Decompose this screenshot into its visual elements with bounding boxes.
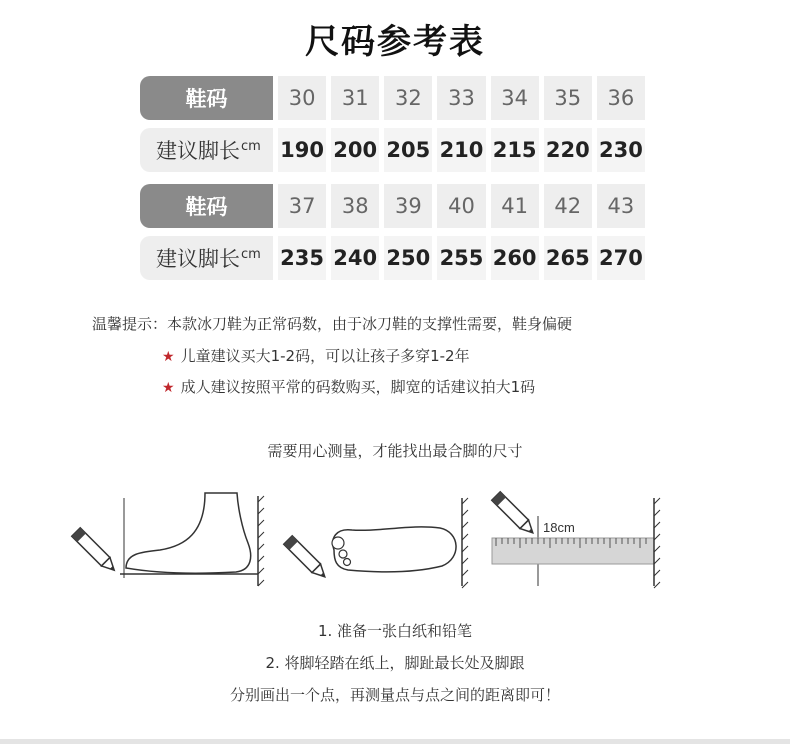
length-row: [140, 236, 645, 280]
size-cell: 35: [544, 76, 592, 120]
length-cell: 205: [384, 128, 432, 172]
size-cell: 42: [544, 184, 592, 228]
length-cell: 215: [491, 128, 539, 172]
size-cell: 37: [278, 184, 326, 228]
size-cell: 41: [491, 184, 539, 228]
pencil-icon: [72, 528, 119, 575]
length-cell: 260: [491, 236, 539, 280]
star-icon: ★: [162, 380, 175, 396]
length-cell: 270: [597, 236, 645, 280]
size-cell: 30: [278, 76, 326, 120]
length-cell: 210: [437, 128, 485, 172]
foot-side-icon: [126, 493, 251, 573]
size-cell: 33: [437, 76, 485, 120]
size-cell: 38: [331, 184, 379, 228]
length-label: [140, 236, 273, 280]
foot-top-icon: [333, 527, 456, 572]
size-row: [140, 184, 645, 228]
length-label-text: 建议脚长: [156, 139, 240, 163]
tip-text: 温馨提示：本款冰刀鞋为正常码数，由于冰刀鞋的支撑性需要，鞋身偏硬: [92, 315, 573, 333]
size-table-block-2: [140, 184, 645, 288]
length-row: [140, 128, 645, 172]
wall-hatch: [654, 498, 660, 588]
ruler-icon: [492, 538, 654, 564]
length-cell: 230: [597, 128, 645, 172]
size-cell: 36: [597, 76, 645, 120]
step-3: 分别画出一个点，再测量点与点之间的距离即可！: [229, 686, 560, 704]
length-cell: 235: [278, 236, 326, 280]
length-label: [140, 128, 273, 172]
measure-heading: 需要用心测量，才能找出最合脚的尺寸: [267, 442, 523, 460]
length-cell: 190: [278, 128, 326, 172]
star-icon: ★: [162, 349, 175, 365]
size-cell: 32: [384, 76, 432, 120]
wall-hatch: [258, 496, 264, 586]
size-label: 鞋码: [140, 76, 273, 120]
size-cell: 39: [384, 184, 432, 228]
pencil-icon: [492, 492, 537, 537]
size-cell: 43: [597, 184, 645, 228]
note-item: [162, 376, 535, 397]
size-cell: 40: [437, 184, 485, 228]
size-table-block-1: [140, 76, 645, 180]
note-text: 儿童建议买大1-2码，可以让孩子多穿1-2年: [180, 347, 470, 365]
bottom-divider: [0, 739, 790, 744]
size-row: [140, 76, 645, 120]
size-cell: 34: [491, 76, 539, 120]
measuring-illustration: [0, 488, 790, 593]
length-cell: 200: [331, 128, 379, 172]
length-label-text: 建议脚长: [156, 247, 240, 271]
length-cell: 265: [544, 236, 592, 280]
pencil-icon: [284, 536, 329, 581]
page-title: 尺码参考表: [305, 22, 485, 62]
step-2: 2. 将脚轻踏在纸上，脚趾最长处及脚跟: [265, 654, 525, 672]
note-item: [162, 345, 470, 366]
unit-label: cm: [241, 246, 261, 262]
length-cell: 250: [384, 236, 432, 280]
length-cell: 220: [544, 128, 592, 172]
size-label: 鞋码: [140, 184, 273, 228]
wall-hatch: [462, 498, 468, 588]
length-cell: 240: [331, 236, 379, 280]
unit-label: cm: [241, 138, 261, 154]
size-cell: 31: [331, 76, 379, 120]
length-cell: 255: [437, 236, 485, 280]
ruler-label: 18cm: [543, 520, 575, 535]
step-1: 1. 准备一张白纸和铅笔: [317, 622, 473, 640]
note-text: 成人建议按照平常的码数购买，脚宽的话建议拍大1码: [180, 378, 536, 396]
